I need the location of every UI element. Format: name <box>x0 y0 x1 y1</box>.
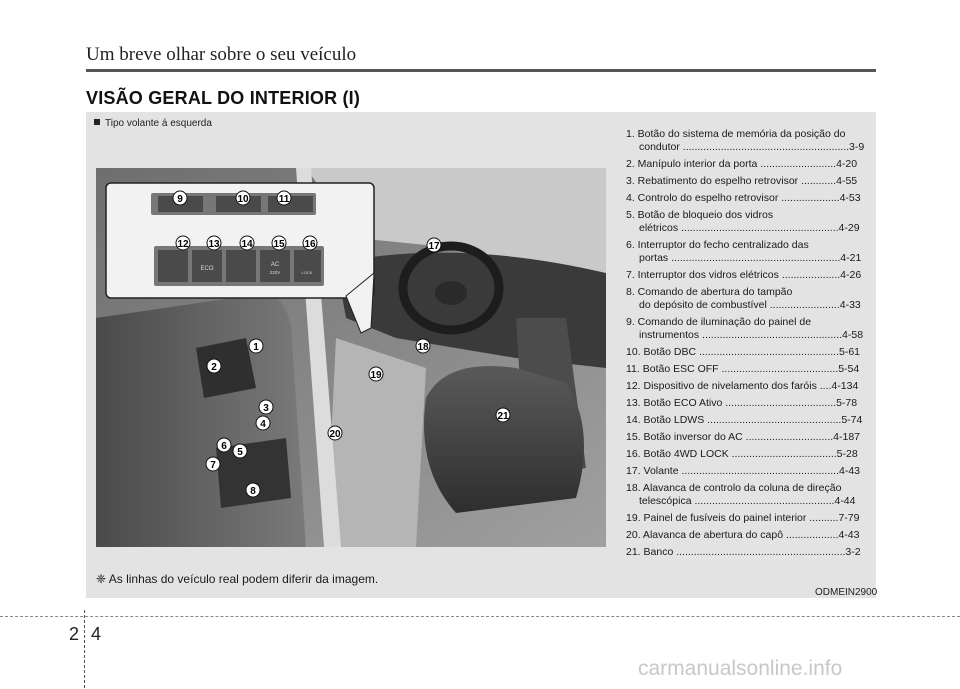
steering-hub <box>435 281 467 305</box>
callout-item <box>626 448 866 461</box>
svg-text:1: 1 <box>253 342 259 353</box>
interior-illustration <box>96 168 606 547</box>
callout-item-continuation: condutor .........................................................3-9 <box>639 141 865 153</box>
badge-11 <box>277 191 291 205</box>
badge-14 <box>240 236 254 250</box>
callout-item <box>626 380 866 393</box>
button-14 <box>226 250 256 282</box>
svg-text:15: 15 <box>273 239 285 250</box>
badge-13 <box>207 236 221 250</box>
svg-text:20: 20 <box>329 429 341 440</box>
lock-button-label: LOCK <box>301 270 313 275</box>
callout-item <box>626 512 866 525</box>
driver-seat <box>424 366 584 513</box>
callout-item <box>626 175 866 188</box>
callout-item <box>626 239 866 265</box>
svg-text:9: 9 <box>177 194 183 205</box>
svg-text:7: 7 <box>210 460 216 471</box>
callout-item-continuation: do depósito de combustível ........................4-33 <box>639 299 861 311</box>
callout-item-line: 16. Botão 4WD LOCK ....................................5-28 <box>626 448 858 460</box>
callout-item-line: 1. Botão do sistema de memória da posição do <box>626 128 846 140</box>
callout-item <box>626 397 866 410</box>
callout-item-continuation: telescópica ................................................4-44 <box>639 495 856 507</box>
callout-item-line: 3. Rebatimento do espelho retrovisor ............4-55 <box>626 175 858 187</box>
callout-item-line: 6. Interruptor do fecho centralizado das <box>626 239 809 251</box>
callout-item-line: 9. Comando de iluminação do painel de <box>626 316 812 328</box>
callout-item <box>626 482 866 508</box>
eco-button-label: ECO <box>200 266 214 272</box>
callout-item-continuation: elétricos ......................................................4-29 <box>639 222 860 234</box>
svg-text:5: 5 <box>237 447 243 458</box>
watermark: carmanualsonline.info <box>638 657 843 680</box>
badge-17 <box>427 238 441 252</box>
bullet-square-icon <box>94 119 100 125</box>
callout-item-line: 5. Botão de bloqueio dos vidros <box>626 209 774 221</box>
ac-button-label: AC <box>270 262 280 268</box>
callout-item-line: 20. Alavanca de abertura do capô ..................4-43 <box>626 529 860 541</box>
svg-text:11: 11 <box>278 194 290 205</box>
callout-item-line: 8. Comando de abertura do tampão <box>626 286 793 298</box>
callout-item <box>626 529 866 542</box>
ac-button-sublabel: 220V <box>269 270 281 275</box>
svg-text:2: 2 <box>211 362 217 373</box>
badge-7 <box>206 457 220 471</box>
svg-text:3: 3 <box>263 403 269 414</box>
svg-text:21: 21 <box>497 411 509 422</box>
callout-item <box>626 546 866 559</box>
page-divider <box>0 616 960 617</box>
callout-item <box>626 269 866 282</box>
callout-item-line: 18. Alavanca de controlo da coluna de direção <box>626 482 842 494</box>
footnote: ❈ As linhas do veículo real podem diferir da imagem. <box>96 572 379 586</box>
svg-text:8: 8 <box>250 486 256 497</box>
button-12 <box>158 250 188 282</box>
callout-item-line: 21. Banco ..........................................................3-2 <box>626 546 861 558</box>
callout-item-line: 12. Dispositivo de nivelamento dos faróis ....4-134 <box>626 380 859 392</box>
callout-item-line: 10. Botão DBC ................................................5-61 <box>626 346 860 358</box>
header-title: Um breve olhar sobre o seu veículo <box>86 44 357 65</box>
section-title: VISÃO GERAL DO INTERIOR (I) <box>86 88 361 108</box>
svg-text:12: 12 <box>177 239 189 250</box>
badge-5 <box>233 444 247 458</box>
callout-item <box>626 465 866 478</box>
badge-10 <box>236 191 250 205</box>
door-panel <box>96 293 306 547</box>
steering-note <box>94 118 212 129</box>
button-16 <box>294 250 321 282</box>
page-number <box>63 624 107 645</box>
door-handle-area <box>196 338 256 398</box>
callout-item <box>626 209 866 235</box>
chapter-number: 2 <box>68 624 79 644</box>
badge-8 <box>246 483 260 497</box>
callout-item-line: 15. Botão inversor do AC ..............................4-187 <box>626 431 861 443</box>
badge-1 <box>249 339 263 353</box>
callout-item <box>626 414 866 427</box>
callout-item <box>626 286 866 312</box>
badge-2 <box>207 359 221 373</box>
header-rule <box>86 69 876 72</box>
badge-6 <box>217 438 231 452</box>
svg-text:14: 14 <box>241 239 253 250</box>
svg-text:10: 10 <box>237 194 249 205</box>
callout-item-line: 7. Interruptor dos vidros elétricos ....................4-26 <box>626 269 862 281</box>
callout-item <box>626 316 866 342</box>
callout-item-line: 13. Botão ECO Ativo ......................................5-78 <box>626 397 858 409</box>
badge-21 <box>496 408 510 422</box>
callout-item <box>626 346 866 359</box>
page-number-divider <box>84 610 85 688</box>
svg-text:13: 13 <box>208 239 220 250</box>
interior-drawing <box>96 168 606 547</box>
page-in-chapter: 4 <box>90 624 101 644</box>
steering-note-text: Tipo volante á esquerda <box>105 118 212 129</box>
callout-item-line: 2. Manípulo interior da porta ..........................4-20 <box>626 158 858 170</box>
callout-item <box>626 192 866 205</box>
callout-item <box>626 128 866 154</box>
svg-text:18: 18 <box>417 342 429 353</box>
badge-4 <box>256 416 270 430</box>
callout-item-line: 14. Botão LDWS ..............................................5-74 <box>626 414 863 426</box>
callout-item <box>626 431 866 444</box>
svg-text:4: 4 <box>260 419 266 430</box>
svg-text:19: 19 <box>370 370 382 381</box>
callout-item-line: 11. Botão ESC OFF ........................................5-54 <box>626 363 860 375</box>
badge-16 <box>303 236 317 250</box>
svg-text:16: 16 <box>304 239 316 250</box>
callout-item-line: 4. Controlo do espelho retrovisor ....................4-53 <box>626 192 861 204</box>
callout-item-line: 19. Painel de fusíveis do painel interior ..........7-79 <box>626 512 860 524</box>
callout-list <box>626 128 866 563</box>
badge-3 <box>259 400 273 414</box>
badge-19 <box>369 367 383 381</box>
callout-item-continuation: portas ..........................................................4-21 <box>639 252 862 264</box>
svg-text:17: 17 <box>428 241 440 252</box>
badge-9 <box>173 191 187 205</box>
callout-item <box>626 363 866 376</box>
callout-item <box>626 158 866 171</box>
badge-18 <box>416 339 430 353</box>
callout-item-line: 17. Volante ......................................................4-43 <box>626 465 861 477</box>
svg-text:6: 6 <box>221 441 227 452</box>
badge-15 <box>272 236 286 250</box>
callout-item-continuation: instrumentos ................................................4-58 <box>639 329 864 341</box>
badge-20 <box>328 426 342 440</box>
image-code: ODMEIN2900 <box>815 587 878 598</box>
badge-12 <box>176 236 190 250</box>
